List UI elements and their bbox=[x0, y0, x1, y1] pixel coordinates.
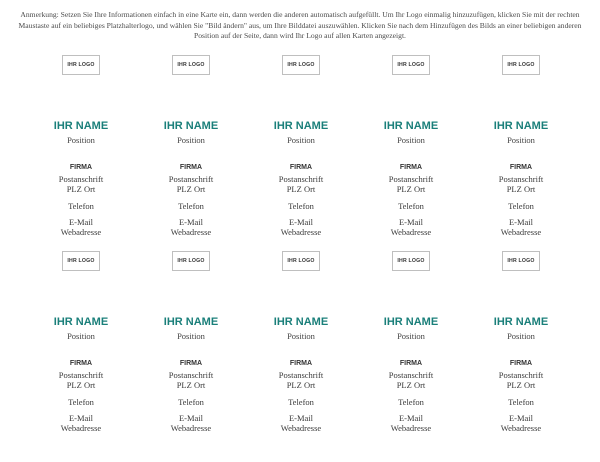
card-company: FIRMA bbox=[509, 164, 533, 171]
business-card bbox=[366, 55, 476, 245]
card-email: E-Mail bbox=[288, 413, 314, 423]
card-position: Position bbox=[177, 135, 205, 145]
card-city: PLZ Ort bbox=[176, 184, 206, 194]
card-address: Postanschrift bbox=[58, 370, 104, 380]
business-card bbox=[476, 251, 586, 441]
card-position: Position bbox=[397, 331, 425, 341]
card-city: PLZ Ort bbox=[396, 380, 426, 390]
card-name: IHR NAME bbox=[273, 316, 329, 328]
card-city: PLZ Ort bbox=[506, 380, 536, 390]
business-card bbox=[146, 251, 256, 441]
card-name: IHR NAME bbox=[163, 120, 219, 132]
card-logo-placeholder[interactable]: IHR LOGO bbox=[282, 55, 320, 75]
card-web: Webadresse bbox=[390, 227, 432, 237]
card-position: Position bbox=[67, 331, 95, 341]
card-email: E-Mail bbox=[178, 413, 204, 423]
business-card bbox=[36, 251, 146, 441]
card-name: IHR NAME bbox=[383, 316, 439, 328]
card-address: Postanschrift bbox=[58, 174, 104, 184]
business-card bbox=[36, 55, 146, 245]
card-logo-placeholder[interactable]: IHR LOGO bbox=[282, 251, 320, 271]
card-phone: Telefon bbox=[178, 397, 204, 407]
business-card bbox=[256, 251, 366, 441]
card-web: Webadresse bbox=[280, 423, 322, 433]
card-name: IHR NAME bbox=[493, 120, 549, 132]
card-address: Postanschrift bbox=[498, 370, 544, 380]
card-email: E-Mail bbox=[398, 413, 424, 423]
card-email: E-Mail bbox=[68, 413, 94, 423]
card-city: PLZ Ort bbox=[176, 380, 206, 390]
card-company: FIRMA bbox=[509, 360, 533, 367]
card-city: PLZ Ort bbox=[396, 184, 426, 194]
card-logo-placeholder[interactable]: IHR LOGO bbox=[62, 55, 100, 75]
card-company: FIRMA bbox=[179, 164, 203, 171]
card-email: E-Mail bbox=[508, 413, 534, 423]
card-logo-placeholder[interactable]: IHR LOGO bbox=[172, 251, 210, 271]
card-address: Postanschrift bbox=[278, 370, 324, 380]
card-phone: Telefon bbox=[508, 397, 534, 407]
card-address: Postanschrift bbox=[388, 370, 434, 380]
card-name: IHR NAME bbox=[273, 120, 329, 132]
card-position: Position bbox=[507, 135, 535, 145]
card-logo-placeholder[interactable]: IHR LOGO bbox=[392, 55, 430, 75]
business-card bbox=[256, 55, 366, 245]
instruction-note: Anmerkung: Setzen Sie Ihre Informationen einfach in eine Karte ein, dann werden die anderen automatisch aufgefüllt. Um Ihr Logo einmalig hinzuzufügen, klicken Sie mit der rechten Maustaste auf ein beliebiges Platzhalterlogo, und wählen Sie "Bild ändern" aus, um Ihre Bilddatei auszuwählen. Klicken Sie nach dem Hinzufügen des Bilds an einer beliebigen anderen Position auf der Seite, dann wird Ihr Logo auf allen Karten angezeigt. bbox=[18, 10, 582, 41]
card-web: Webadresse bbox=[170, 423, 212, 433]
card-address: Postanschrift bbox=[278, 174, 324, 184]
card-position: Position bbox=[287, 331, 315, 341]
card-company: FIRMA bbox=[289, 360, 313, 367]
card-web: Webadresse bbox=[280, 227, 322, 237]
card-city: PLZ Ort bbox=[286, 184, 316, 194]
card-name: IHR NAME bbox=[493, 316, 549, 328]
business-card bbox=[366, 251, 476, 441]
card-name: IHR NAME bbox=[163, 316, 219, 328]
business-card bbox=[146, 55, 256, 245]
card-company: FIRMA bbox=[289, 164, 313, 171]
card-address: Postanschrift bbox=[388, 174, 434, 184]
card-address: Postanschrift bbox=[168, 370, 214, 380]
card-company: FIRMA bbox=[69, 164, 93, 171]
card-email: E-Mail bbox=[178, 217, 204, 227]
card-web: Webadresse bbox=[390, 423, 432, 433]
card-address: Postanschrift bbox=[168, 174, 214, 184]
card-phone: Telefon bbox=[178, 201, 204, 211]
card-logo-placeholder[interactable]: IHR LOGO bbox=[392, 251, 430, 271]
card-phone: Telefon bbox=[398, 397, 424, 407]
card-position: Position bbox=[287, 135, 315, 145]
card-logo-placeholder[interactable]: IHR LOGO bbox=[502, 251, 540, 271]
card-phone: Telefon bbox=[508, 201, 534, 211]
card-name: IHR NAME bbox=[53, 120, 109, 132]
card-company: FIRMA bbox=[179, 360, 203, 367]
card-web: Webadresse bbox=[500, 423, 542, 433]
card-name: IHR NAME bbox=[53, 316, 109, 328]
card-email: E-Mail bbox=[508, 217, 534, 227]
card-position: Position bbox=[507, 331, 535, 341]
card-logo-placeholder[interactable]: IHR LOGO bbox=[502, 55, 540, 75]
card-position: Position bbox=[67, 135, 95, 145]
card-phone: Telefon bbox=[398, 201, 424, 211]
card-city: PLZ Ort bbox=[66, 184, 96, 194]
card-logo-placeholder[interactable]: IHR LOGO bbox=[172, 55, 210, 75]
card-email: E-Mail bbox=[398, 217, 424, 227]
card-email: E-Mail bbox=[68, 217, 94, 227]
card-logo-placeholder[interactable]: IHR LOGO bbox=[62, 251, 100, 271]
card-company: FIRMA bbox=[399, 360, 423, 367]
business-card bbox=[476, 55, 586, 245]
card-phone: Telefon bbox=[68, 201, 94, 211]
card-position: Position bbox=[177, 331, 205, 341]
card-city: PLZ Ort bbox=[506, 184, 536, 194]
card-position: Position bbox=[397, 135, 425, 145]
card-web: Webadresse bbox=[60, 227, 102, 237]
card-phone: Telefon bbox=[68, 397, 94, 407]
card-address: Postanschrift bbox=[498, 174, 544, 184]
card-city: PLZ Ort bbox=[66, 380, 96, 390]
card-company: FIRMA bbox=[399, 164, 423, 171]
card-web: Webadresse bbox=[60, 423, 102, 433]
card-company: FIRMA bbox=[69, 360, 93, 367]
card-city: PLZ Ort bbox=[286, 380, 316, 390]
card-email: E-Mail bbox=[288, 217, 314, 227]
card-web: Webadresse bbox=[170, 227, 212, 237]
card-phone: Telefon bbox=[288, 397, 314, 407]
card-phone: Telefon bbox=[288, 201, 314, 211]
card-name: IHR NAME bbox=[383, 120, 439, 132]
card-web: Webadresse bbox=[500, 227, 542, 237]
